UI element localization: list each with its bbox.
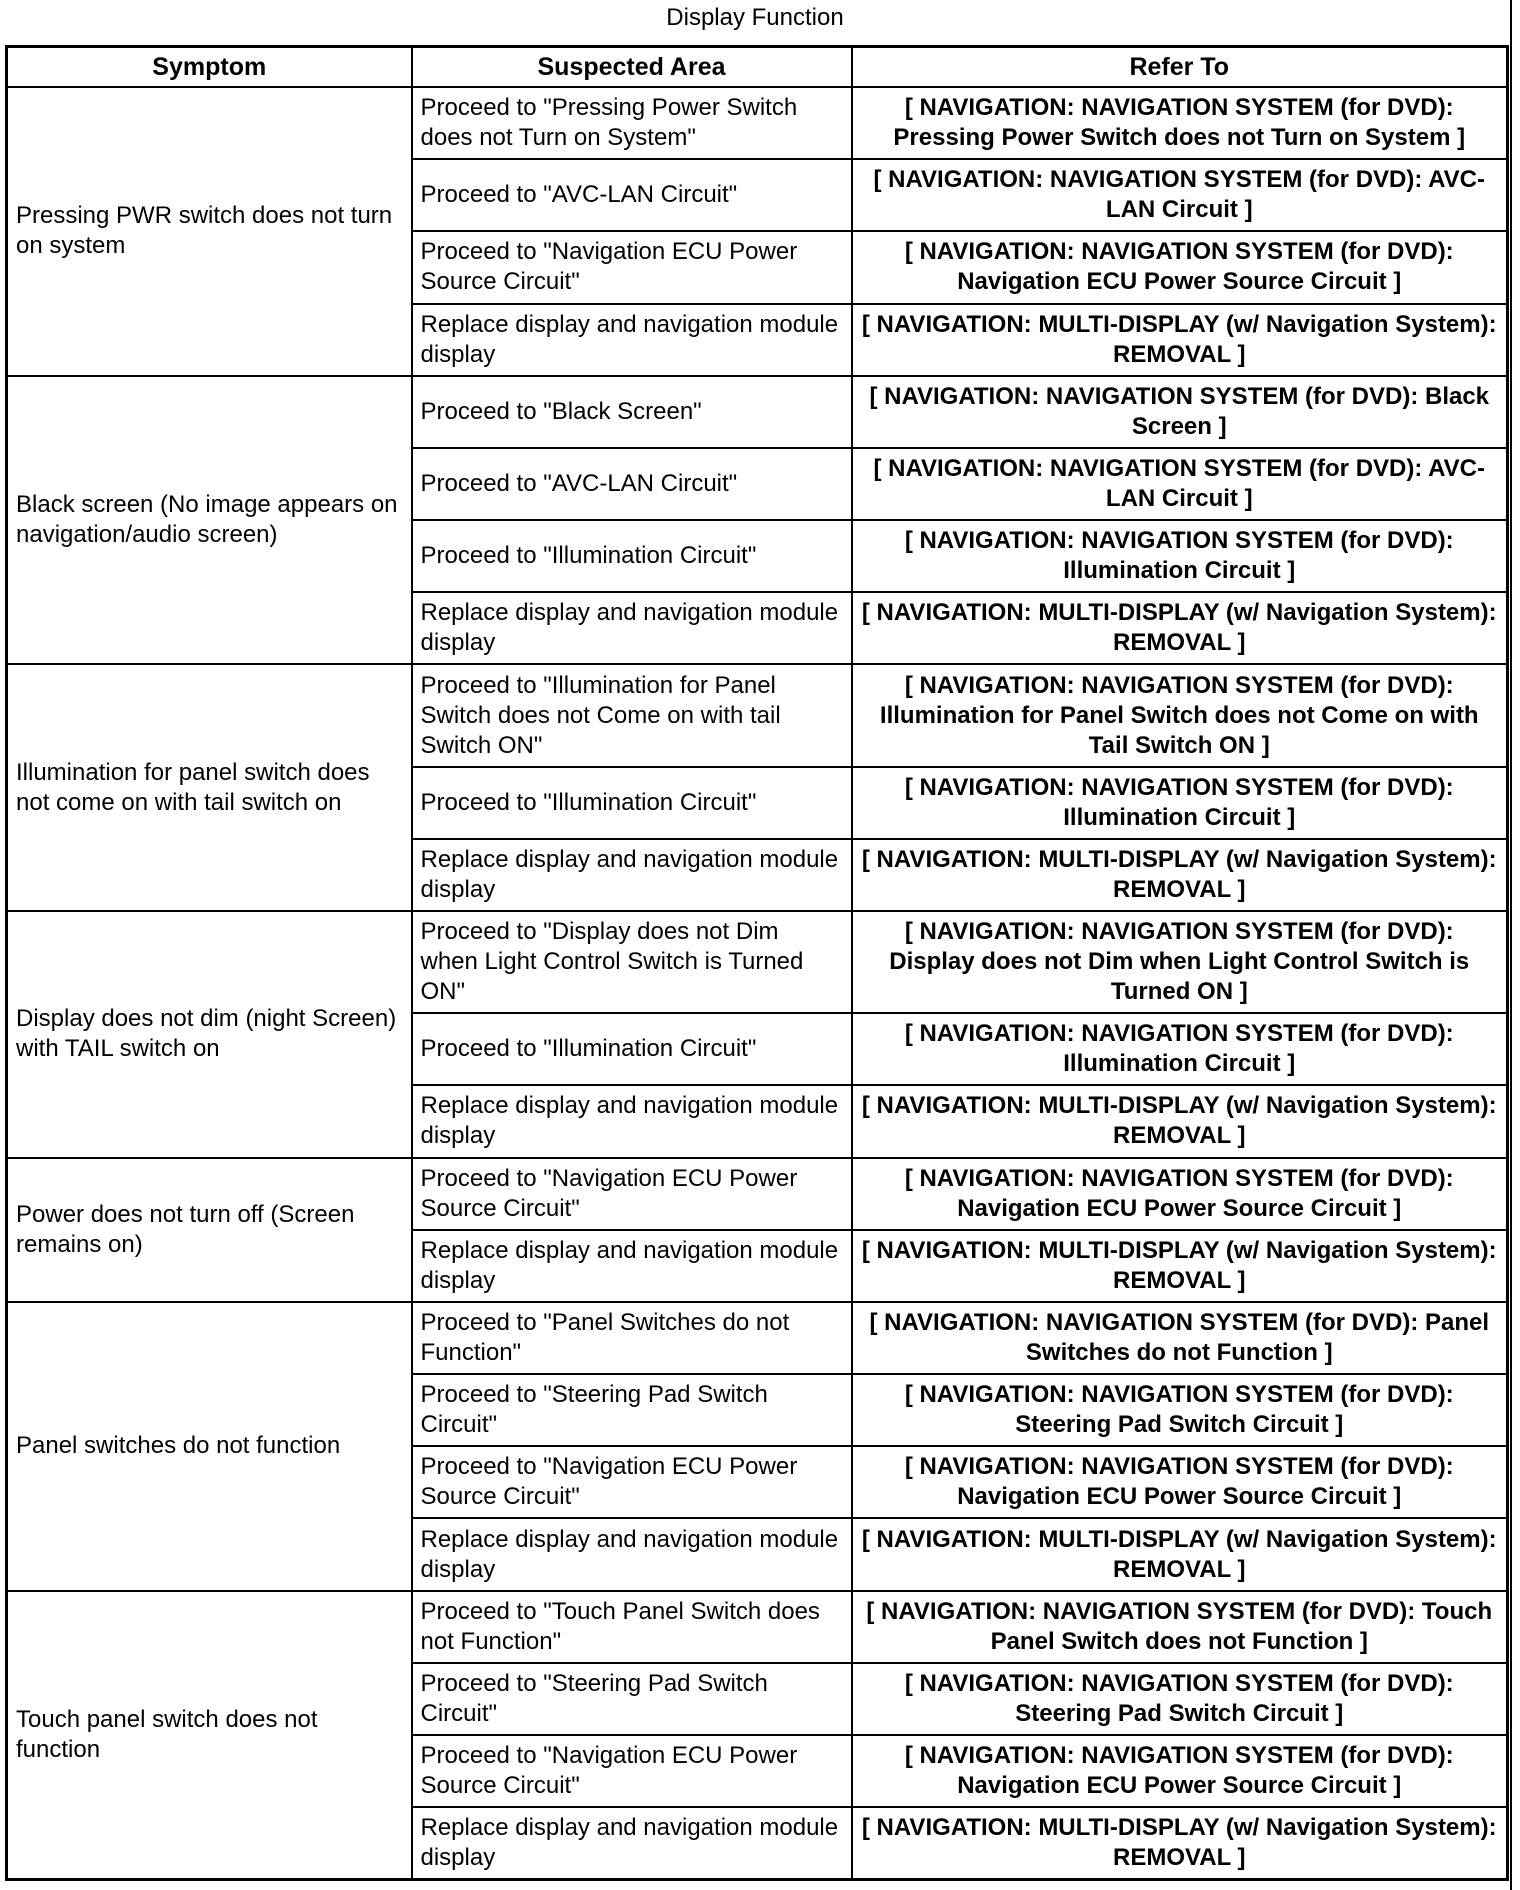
- refer-to-link[interactable]: [ NAVIGATION: NAVIGATION SYSTEM (for DVD): Illumination Circuit ]: [852, 767, 1508, 839]
- suspected-area-cell: Proceed to "AVC-LAN Circuit": [412, 448, 852, 520]
- refer-to-link[interactable]: [ NAVIGATION: NAVIGATION SYSTEM (for DVD): Black Screen ]: [852, 376, 1508, 448]
- refer-to-link[interactable]: [ NAVIGATION: MULTI-DISPLAY (w/ Navigation System): REMOVAL ]: [852, 304, 1508, 376]
- refer-to-link[interactable]: [ NAVIGATION: MULTI-DISPLAY (w/ Navigation System): REMOVAL ]: [852, 1085, 1508, 1157]
- table-caption: Display Function: [666, 4, 844, 31]
- symptom-cell: Panel switches do not function: [7, 1302, 412, 1591]
- refer-to-link[interactable]: [ NAVIGATION: NAVIGATION SYSTEM (for DVD): Panel Switches do not Function ]: [852, 1302, 1508, 1374]
- table-row: [7, 87, 1508, 159]
- suspected-area-cell: Replace display and navigation module display: [412, 839, 852, 911]
- refer-to-link[interactable]: [ NAVIGATION: MULTI-DISPLAY (w/ Navigation System): REMOVAL ]: [852, 1518, 1508, 1590]
- symptom-cell: Touch panel switch does not function: [7, 1591, 412, 1880]
- suspected-area-cell: Proceed to "Steering Pad Switch Circuit": [412, 1663, 852, 1735]
- suspected-area-cell: Replace display and navigation module display: [412, 1230, 852, 1302]
- suspected-area-cell: Proceed to "Navigation ECU Power Source Circuit": [412, 1158, 852, 1230]
- suspected-area-cell: Proceed to "Panel Switches do not Function": [412, 1302, 852, 1374]
- table-row: [7, 911, 1508, 1013]
- suspected-area-cell: Proceed to "Illumination Circuit": [412, 1013, 852, 1085]
- symptom-cell: Power does not turn off (Screen remains on): [7, 1158, 412, 1302]
- refer-to-link[interactable]: [ NAVIGATION: MULTI-DISPLAY (w/ Navigation System): REMOVAL ]: [852, 839, 1508, 911]
- suspected-area-cell: Replace display and navigation module display: [412, 1518, 852, 1590]
- refer-to-link[interactable]: [ NAVIGATION: NAVIGATION SYSTEM (for DVD): Display does not Dim when Light Control Switch is Turned ON ]: [852, 911, 1508, 1013]
- suspected-area-cell: Proceed to "Illumination for Panel Switch does not Come on with tail Switch ON": [412, 664, 852, 766]
- refer-to-link[interactable]: [ NAVIGATION: NAVIGATION SYSTEM (for DVD): Navigation ECU Power Source Circuit ]: [852, 1158, 1508, 1230]
- refer-to-link[interactable]: [ NAVIGATION: NAVIGATION SYSTEM (for DVD): Navigation ECU Power Source Circuit ]: [852, 1446, 1508, 1518]
- suspected-area-cell: Proceed to "Pressing Power Switch does not Turn on System": [412, 87, 852, 159]
- suspected-area-cell: Proceed to "Navigation ECU Power Source Circuit": [412, 1735, 852, 1807]
- page-right-rule: [1510, 0, 1512, 1890]
- suspected-area-cell: Proceed to "Touch Panel Switch does not Function": [412, 1591, 852, 1663]
- suspected-area-cell: Replace display and navigation module display: [412, 1085, 852, 1157]
- table-row: [7, 664, 1508, 766]
- table-row: [7, 1591, 1508, 1663]
- suspected-area-cell: Proceed to "Navigation ECU Power Source Circuit": [412, 1446, 852, 1518]
- refer-to-link[interactable]: [ NAVIGATION: NAVIGATION SYSTEM (for DVD): Navigation ECU Power Source Circuit ]: [852, 231, 1508, 303]
- refer-to-link[interactable]: [ NAVIGATION: NAVIGATION SYSTEM (for DVD): Touch Panel Switch does not Function ]: [852, 1591, 1508, 1663]
- refer-to-link[interactable]: [ NAVIGATION: NAVIGATION SYSTEM (for DVD): AVC-LAN Circuit ]: [852, 448, 1508, 520]
- refer-to-link[interactable]: [ NAVIGATION: NAVIGATION SYSTEM (for DVD): Illumination for Panel Switch does not Come on with Tail Switch ON ]: [852, 664, 1508, 766]
- header-refer-to: Refer To: [852, 47, 1508, 88]
- suspected-area-cell: Proceed to "Illumination Circuit": [412, 767, 852, 839]
- refer-to-link[interactable]: [ NAVIGATION: NAVIGATION SYSTEM (for DVD): Pressing Power Switch does not Turn on System ]: [852, 87, 1508, 159]
- refer-to-link[interactable]: [ NAVIGATION: NAVIGATION SYSTEM (for DVD): Steering Pad Switch Circuit ]: [852, 1374, 1508, 1446]
- suspected-area-cell: Proceed to "Steering Pad Switch Circuit": [412, 1374, 852, 1446]
- display-function-table: [5, 45, 1509, 1881]
- refer-to-link[interactable]: [ NAVIGATION: NAVIGATION SYSTEM (for DVD): Navigation ECU Power Source Circuit ]: [852, 1735, 1508, 1807]
- suspected-area-cell: Replace display and navigation module display: [412, 1807, 852, 1879]
- refer-to-link[interactable]: [ NAVIGATION: NAVIGATION SYSTEM (for DVD): AVC-LAN Circuit ]: [852, 159, 1508, 231]
- table-row: [7, 376, 1508, 448]
- suspected-area-cell: Replace display and navigation module display: [412, 592, 852, 664]
- header-row: [7, 47, 1508, 88]
- suspected-area-cell: Replace display and navigation module display: [412, 304, 852, 376]
- refer-to-link[interactable]: [ NAVIGATION: NAVIGATION SYSTEM (for DVD): Illumination Circuit ]: [852, 520, 1508, 592]
- refer-to-link[interactable]: [ NAVIGATION: MULTI-DISPLAY (w/ Navigation System): REMOVAL ]: [852, 1807, 1508, 1879]
- suspected-area-cell: Proceed to "Navigation ECU Power Source Circuit": [412, 231, 852, 303]
- table-row: [7, 1302, 1508, 1374]
- header-suspected-area: Suspected Area: [412, 47, 852, 88]
- suspected-area-cell: Proceed to "Black Screen": [412, 376, 852, 448]
- symptom-cell: Illumination for panel switch does not come on with tail switch on: [7, 664, 412, 911]
- suspected-area-cell: Proceed to "Illumination Circuit": [412, 520, 852, 592]
- symptom-cell: Black screen (No image appears on navigation/audio screen): [7, 376, 412, 665]
- refer-to-link[interactable]: [ NAVIGATION: MULTI-DISPLAY (w/ Navigation System): REMOVAL ]: [852, 1230, 1508, 1302]
- suspected-area-cell: Proceed to "Display does not Dim when Light Control Switch is Turned ON": [412, 911, 852, 1013]
- table-body: [7, 87, 1508, 1880]
- refer-to-link[interactable]: [ NAVIGATION: NAVIGATION SYSTEM (for DVD): Illumination Circuit ]: [852, 1013, 1508, 1085]
- refer-to-link[interactable]: [ NAVIGATION: NAVIGATION SYSTEM (for DVD): Steering Pad Switch Circuit ]: [852, 1663, 1508, 1735]
- suspected-area-cell: Proceed to "AVC-LAN Circuit": [412, 159, 852, 231]
- table-row: [7, 1158, 1508, 1230]
- header-symptom: Symptom: [7, 47, 412, 88]
- refer-to-link[interactable]: [ NAVIGATION: MULTI-DISPLAY (w/ Navigation System): REMOVAL ]: [852, 592, 1508, 664]
- symptom-cell: Display does not dim (night Screen) with TAIL switch on: [7, 911, 412, 1158]
- symptom-cell: Pressing PWR switch does not turn on system: [7, 87, 412, 376]
